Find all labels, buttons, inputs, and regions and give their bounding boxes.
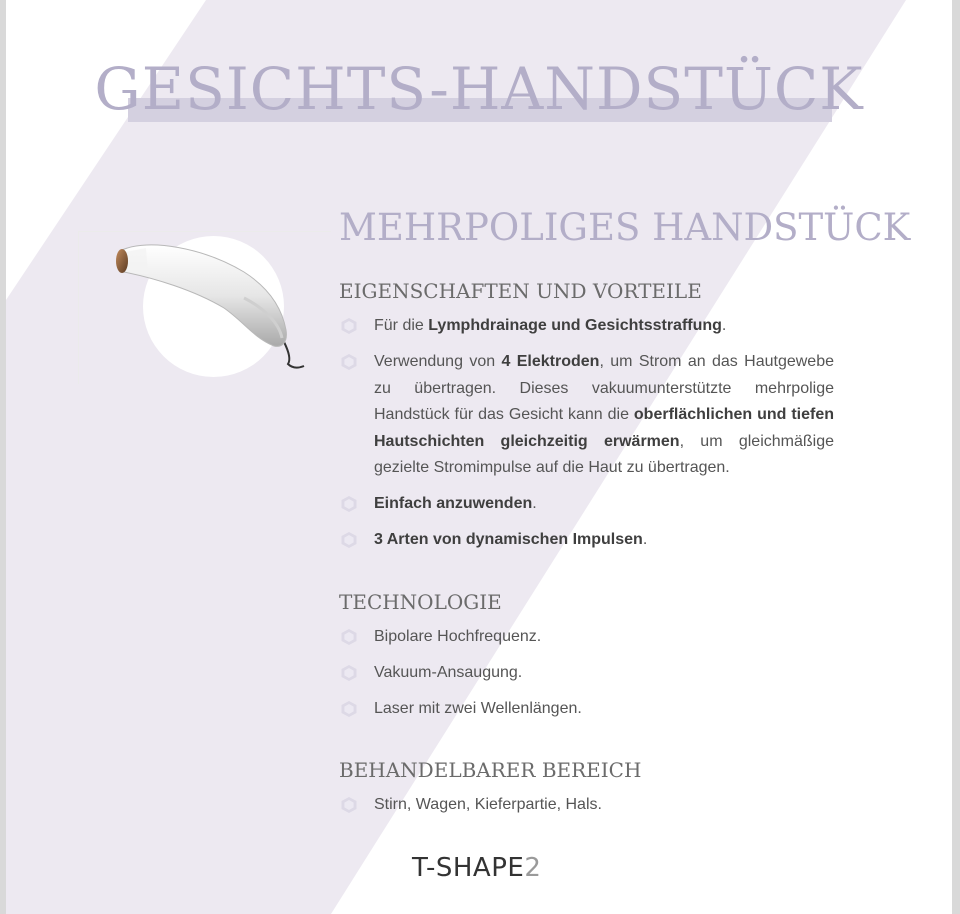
- list-item: Bipolare Hochfrequenz.: [339, 624, 834, 651]
- page-title: GESICHTS-HANDSTÜCK: [94, 55, 864, 123]
- list-item: 3 Arten von dynamischen Impulsen.: [339, 527, 834, 554]
- hexagon-bullet-icon: [339, 699, 359, 719]
- hexagon-bullet-icon: [339, 494, 359, 514]
- list-item: Für die Lymphdrainage und Gesichtsstraffung.: [339, 313, 834, 340]
- technology-heading: TECHNOLOGIE: [339, 590, 502, 614]
- technology-list: [339, 624, 834, 732]
- hexagon-bullet-icon: [339, 795, 359, 815]
- treatable-area-heading: BEHANDELBARER BEREICH: [339, 758, 642, 782]
- list-item: Vakuum-Ansaugung.: [339, 660, 834, 687]
- brand-logo: T-SHAPE2: [412, 853, 542, 883]
- hexagon-bullet-icon: [339, 352, 359, 372]
- features-list: [339, 313, 834, 563]
- treatable-area-list: [339, 792, 834, 828]
- document-page: [6, 0, 952, 914]
- hexagon-bullet-icon: [339, 627, 359, 647]
- list-item: Verwendung von 4 Elektroden, um Strom an das Hautgewebe zu übertragen. Dieses vakuumunterstützte mehrpolige Handstück für das Gesicht kann die oberflächlichen und tiefen Hautschichten gleichzeitig erwärmen, um gleichmäßige gezielte Stromimpulse auf die Haut zu übertragen.: [339, 349, 834, 482]
- handpiece-icon: [104, 238, 314, 378]
- hexagon-bullet-icon: [339, 530, 359, 550]
- features-heading: EIGENSCHAFTEN UND VORTEILE: [339, 279, 702, 303]
- hexagon-bullet-icon: [339, 663, 359, 683]
- list-item: Einfach anzuwenden.: [339, 491, 834, 518]
- list-item: Stirn, Wagen, Kieferpartie, Hals.: [339, 792, 834, 819]
- list-item: Laser mit zwei Wellenlängen.: [339, 696, 834, 723]
- hexagon-bullet-icon: [339, 316, 359, 336]
- product-subtitle: MEHRPOLIGES HANDSTÜCK: [339, 206, 911, 249]
